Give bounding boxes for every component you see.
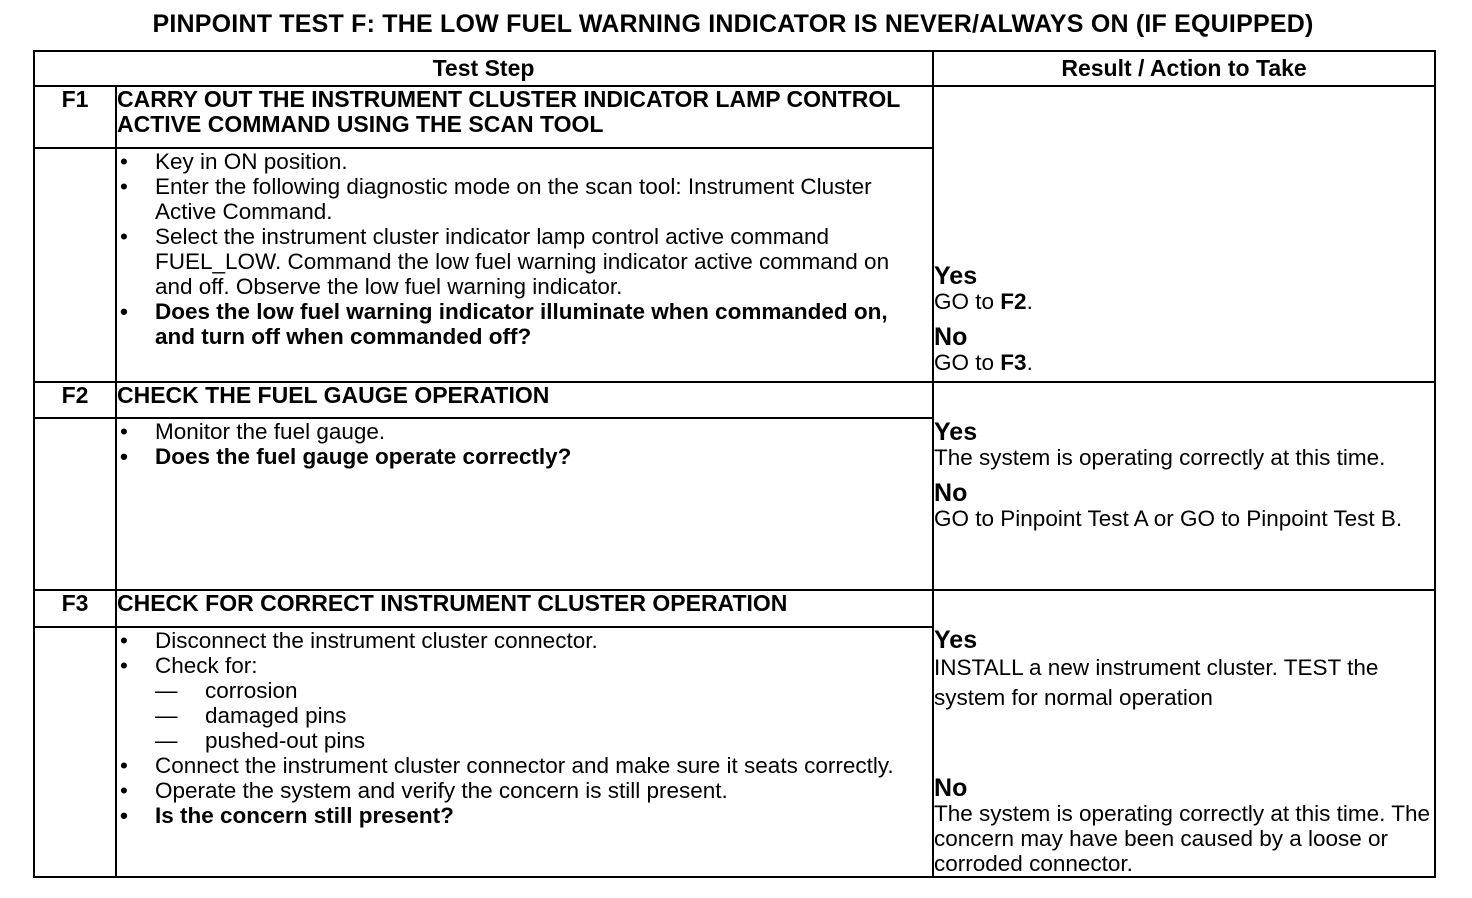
no-action: The system is operating correctly at this time. The concern may have been caused by a loose or corroded connector. <box>934 801 1431 876</box>
sub-list-item: — pushed-out pins <box>155 727 366 753</box>
list-item-question: • Does the fuel gauge operate correctly? <box>120 444 572 469</box>
goto-link-f3[interactable]: F3 <box>1000 350 1027 375</box>
id-spacer <box>34 418 116 590</box>
pinpoint-test-table <box>33 50 1436 878</box>
list-item: • Disconnect the instrument cluster connector. <box>120 627 598 653</box>
step-f3-result <box>933 590 1435 877</box>
list-item: • Operate the system and verify the concern is still present. <box>120 777 728 803</box>
sub-list-item: — corrosion <box>155 677 298 703</box>
yes-label: Yes <box>934 262 978 290</box>
header-row <box>34 51 1435 86</box>
test-step-header: Test Step <box>34 51 933 86</box>
step-id: F1 <box>34 86 116 148</box>
list-item: • Enter the following diagnostic mode on the scan tool: Instrument Cluster Active Command. <box>120 174 872 224</box>
step-id: F2 <box>34 382 116 418</box>
step-instructions <box>116 148 933 382</box>
page-title: PINPOINT TEST F: THE LOW FUEL WARNING INDICATOR IS NEVER/ALWAYS ON (IF EQUIPPED) <box>152 10 1314 38</box>
step-instructions <box>116 418 933 590</box>
no-label: No <box>934 479 968 507</box>
step-heading: CARRY OUT THE INSTRUMENT CLUSTER INDICATOR LAMP CONTROL ACTIVE COMMAND USING THE SCAN TOOL <box>116 86 933 148</box>
step-instructions <box>116 627 933 877</box>
id-spacer <box>34 148 116 382</box>
action-suffix: . <box>1026 289 1033 314</box>
step-f1-heading-row <box>34 86 1435 148</box>
list-item: • Select the instrument cluster indicator lamp control active command FUEL_LOW. Command the low fuel warning indicator active command on and off. Observe the low fuel warning indicator. <box>120 224 890 299</box>
list-item: • Key in ON position. <box>120 149 348 174</box>
step-f2-result <box>933 382 1435 590</box>
step-heading: CHECK FOR CORRECT INSTRUMENT CLUSTER OPERATION <box>116 590 933 627</box>
result-header: Result / Action to Take <box>933 51 1435 86</box>
step-f3-heading-row <box>34 590 1435 627</box>
yes-action: The system is operating correctly at this time. <box>934 445 1386 470</box>
no-label: No <box>934 774 968 802</box>
list-item-question: • Does the low fuel warning indicator illuminate when commanded on, and turn off when commanded off? <box>120 299 888 349</box>
no-action <box>934 350 1434 375</box>
list-item: • Connect the instrument cluster connector and make sure it seats correctly. <box>120 752 894 778</box>
action-text: GO to <box>934 289 1001 314</box>
no-action: GO to Pinpoint Test A or GO to Pinpoint Test B. <box>934 506 1403 531</box>
sub-list-item: — damaged pins <box>155 702 347 728</box>
step-heading: CHECK THE FUEL GAUGE OPERATION <box>116 382 933 418</box>
no-label: No <box>934 323 968 351</box>
step-f2-heading-row <box>34 382 1435 418</box>
list-item: • Monitor the fuel gauge. <box>120 419 386 444</box>
yes-action: INSTALL a new instrument cluster. TEST the system for normal operation <box>934 655 1379 710</box>
yes-label: Yes <box>934 418 978 446</box>
action-suffix: . <box>1026 350 1033 375</box>
list-item-question: • Is the concern still present? <box>120 802 454 828</box>
list-item: • Check for: <box>120 652 258 678</box>
id-spacer <box>34 627 116 877</box>
yes-label: Yes <box>934 626 978 654</box>
yes-action <box>934 289 1434 314</box>
goto-link-f2[interactable]: F2 <box>1000 289 1027 314</box>
action-text: GO to <box>934 350 1001 375</box>
step-id: F3 <box>34 590 116 627</box>
step-f1-result <box>933 86 1435 382</box>
